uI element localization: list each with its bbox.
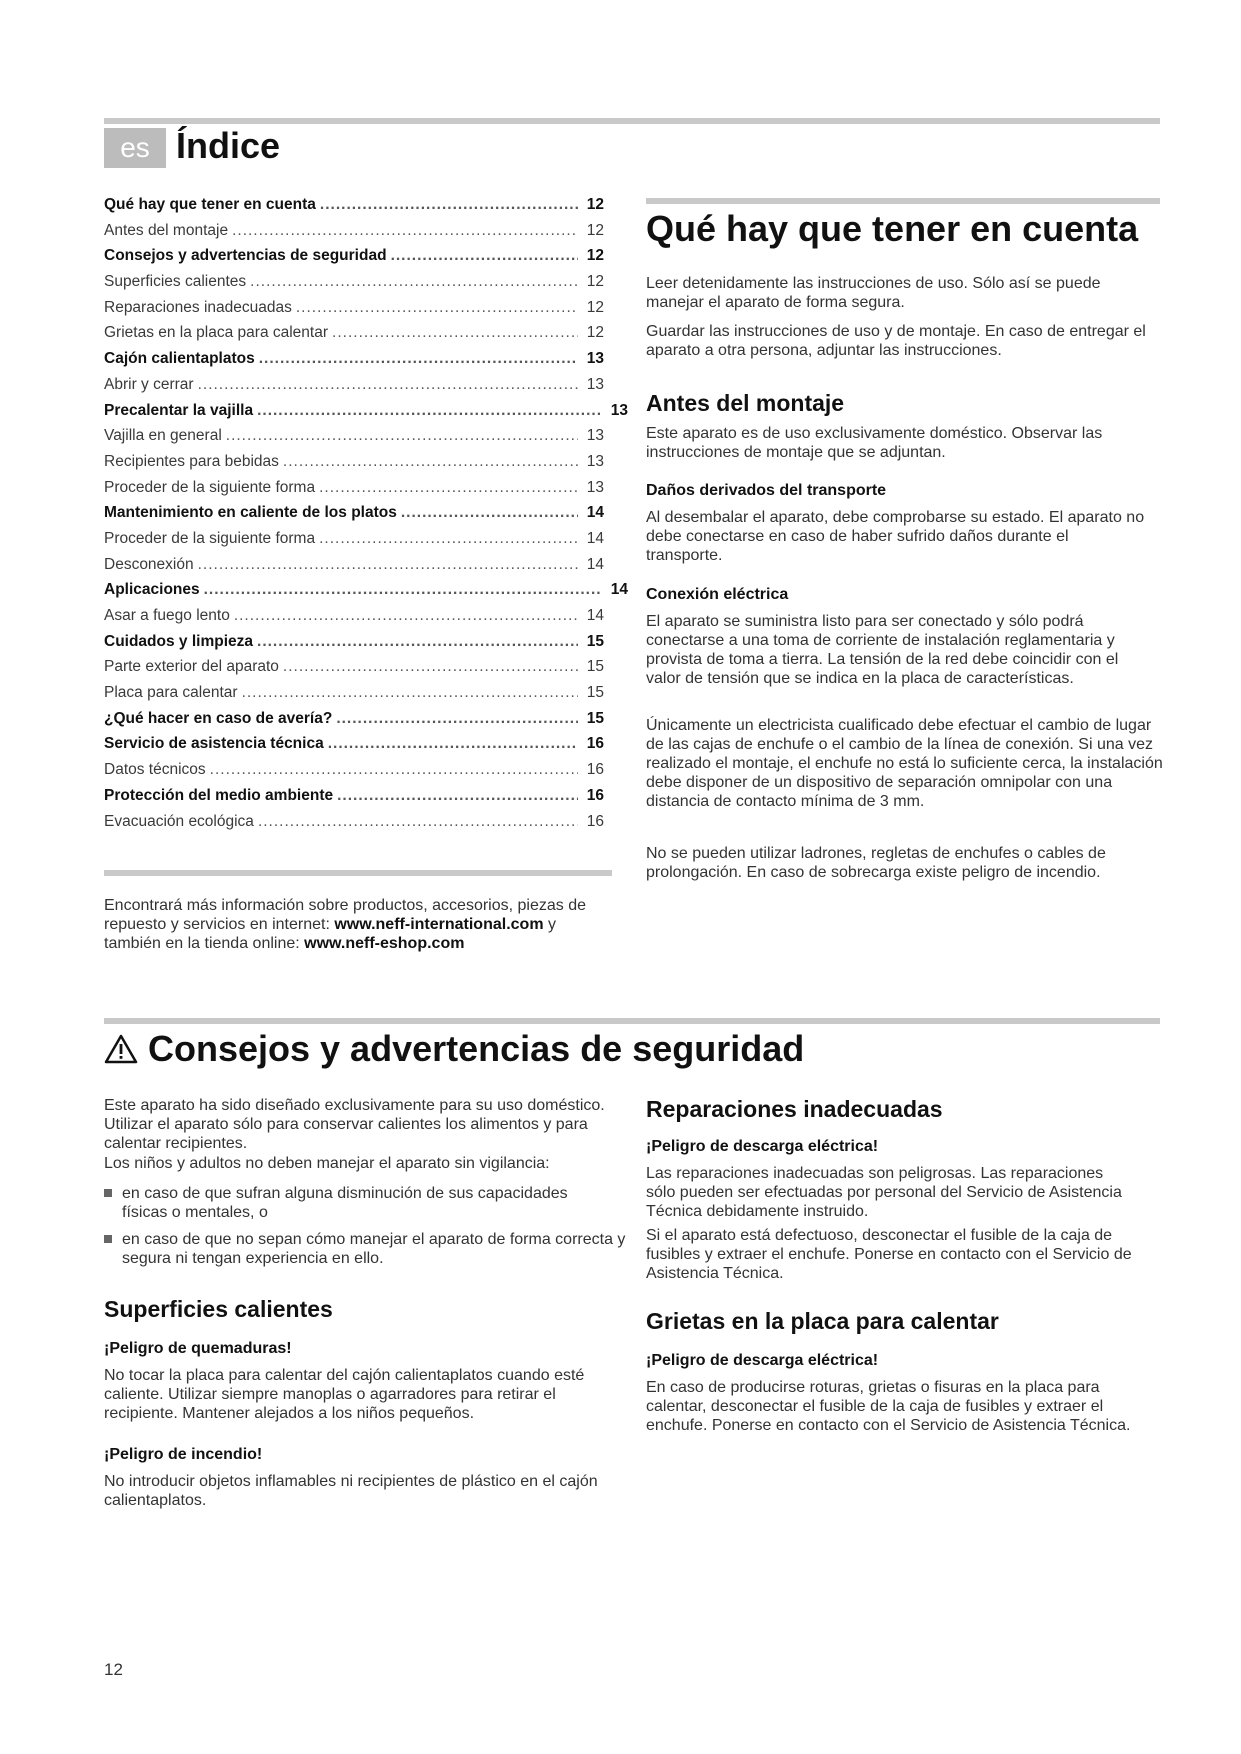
toc-entry-page: 16 bbox=[586, 761, 604, 779]
superficies-p1: No tocar la placa para calentar del cajón calientaplatos cuando esté caliente. Utilizar siempre manoplas o agarradores para retirar el recipiente. Mantener alejados a los niños pequeños. bbox=[104, 1367, 585, 1422]
conexion-electrica-p2: Únicamente un electricista cualificado debe efectuar el cambio de lugar de las cajas de enchufe o el cambio de la línea de conexión. Si una vez realizado el montaje, el enchufe no está lo suficiente cerca, la instalación debe disponer de un dispositivo de separación omnipolar con una distancia de contacto mínima de 3 mm. bbox=[646, 717, 1163, 810]
toc-leader-dots bbox=[257, 633, 578, 651]
toc-entry[interactable] bbox=[104, 710, 628, 736]
tener-cuenta-title: Qué hay que tener en cuenta bbox=[646, 208, 1139, 249]
toc-leader-dots bbox=[198, 556, 578, 574]
toc-leader-dots bbox=[250, 273, 578, 291]
web-info-text-1: Encontrará más información sobre productos, accesorios, piezas de repuesto y servicios en internet: bbox=[104, 897, 587, 933]
toc-entry[interactable] bbox=[104, 684, 628, 710]
toc-leader-dots bbox=[337, 787, 578, 805]
toc-entry-label: Parte exterior del aparato bbox=[104, 658, 279, 676]
toc-entry-label: Evacuación ecológica bbox=[104, 812, 254, 830]
toc-entry-label: Proceder de la siguiente forma bbox=[104, 529, 316, 547]
toc-entry-page: 16 bbox=[586, 735, 604, 753]
toc-leader-dots bbox=[283, 453, 578, 471]
toc-entry-page: 13 bbox=[586, 375, 604, 393]
toc-entry[interactable] bbox=[104, 581, 628, 607]
toc-entry[interactable] bbox=[104, 607, 628, 633]
web-info-text-2: y también en la tienda online: bbox=[104, 916, 556, 952]
toc-entry[interactable] bbox=[104, 324, 628, 350]
toc-entry[interactable] bbox=[104, 658, 628, 684]
toc-entry-page: 13 bbox=[610, 401, 628, 419]
toc-leader-dots bbox=[242, 684, 578, 702]
reparaciones-title: Reparaciones inadecuadas bbox=[646, 1096, 943, 1122]
antes-montaje-title: Antes del montaje bbox=[646, 390, 845, 416]
toc-leader-dots bbox=[296, 299, 578, 317]
toc-entry-page: 12 bbox=[586, 196, 604, 213]
toc-entry-page: 16 bbox=[586, 786, 604, 804]
seguridad-bullet-1: en caso de que sufran alguna disminución de sus capacidades físicas o mentales, o bbox=[104, 1184, 582, 1222]
toc-leader-dots bbox=[198, 376, 578, 394]
reparaciones-peligro: ¡Peligro de descarga eléctrica! bbox=[646, 1138, 879, 1155]
toc-entry-label: Vajilla en general bbox=[104, 427, 222, 445]
toc-leader-dots bbox=[232, 222, 578, 240]
toc-entry-label: Precalentar la vajilla bbox=[104, 401, 254, 419]
seguridad-p1: Este aparato ha sido diseñado exclusivamente para su uso doméstico. Utilizar el aparato sólo para conservar calientes los alimentos y para calentar recipientes. bbox=[104, 1097, 605, 1152]
toc-leader-dots bbox=[319, 530, 578, 548]
toc-leader-dots bbox=[283, 658, 578, 676]
web-info-paragraph bbox=[104, 896, 604, 953]
toc-leader-dots bbox=[401, 504, 578, 522]
toc-entry-label: Cajón calientaplatos bbox=[104, 350, 255, 368]
toc-entry-label: Protección del medio ambiente bbox=[104, 786, 334, 804]
toc-entry[interactable] bbox=[104, 504, 628, 530]
toc-leader-dots bbox=[336, 710, 578, 728]
tener-cuenta-rule bbox=[646, 198, 1160, 204]
toc-entry[interactable] bbox=[104, 633, 628, 659]
toc-entry-page: 14 bbox=[586, 555, 604, 573]
web-link-eshop[interactable]: www.neff-eshop.com bbox=[304, 935, 465, 952]
tener-cuenta-p1: Leer detenidamente las instrucciones de uso. Sólo así se puede manejar el aparato de forma segura. bbox=[646, 275, 1101, 311]
toc-entry-label: Qué hay que tener en cuenta bbox=[104, 196, 316, 213]
toc-entry[interactable] bbox=[104, 376, 628, 402]
toc-entry-label: Cuidados y limpieza bbox=[104, 632, 254, 650]
index-top-rule bbox=[104, 118, 1160, 124]
toc-entry-page: 14 bbox=[586, 504, 604, 522]
superficies-peligro-2: ¡Peligro de incendio! bbox=[104, 1446, 263, 1463]
toc-entry-label: Consejos y advertencias de seguridad bbox=[104, 247, 387, 265]
page-number: 12 bbox=[104, 1660, 123, 1679]
superficies-p2: No introducir objetos inflamables ni recipientes de plástico en el cajón calientaplatos. bbox=[104, 1473, 598, 1509]
toc-entry-label: Reparaciones inadecuadas bbox=[104, 298, 292, 316]
seguridad-title-text: Consejos y advertencias de seguridad bbox=[148, 1028, 805, 1069]
toc-entry-label: Mantenimiento en caliente de los platos bbox=[104, 504, 397, 522]
toc-entry-label: Superficies calientes bbox=[104, 273, 247, 291]
toc-leader-dots bbox=[234, 607, 578, 625]
toc-entry-label: ¿Qué hacer en caso de avería? bbox=[104, 709, 333, 727]
toc-leader-dots bbox=[226, 427, 578, 445]
seguridad-p2: Los niños y adultos no deben manejar el aparato sin vigilancia: bbox=[104, 1155, 550, 1172]
toc-entry-page: 12 bbox=[586, 298, 604, 316]
toc-entry-label: Aplicaciones bbox=[104, 581, 200, 599]
toc-leader-dots bbox=[259, 350, 578, 368]
toc-entry-page: 15 bbox=[586, 709, 604, 727]
toc-entry[interactable] bbox=[104, 479, 628, 505]
toc-entry[interactable] bbox=[104, 350, 628, 376]
conexion-electrica-p1: El aparato se suministra listo para ser conectado y sólo podrá conectarse a una toma de corriente de instalación reglamentaria y provista de toma a tierra. La tensión de la red debe coincidir con el valor de tensión que se indica en la placa de características. bbox=[646, 613, 1119, 687]
toc-leader-dots bbox=[319, 479, 578, 497]
toc-entry-page: 14 bbox=[610, 581, 628, 599]
toc-entry-page: 13 bbox=[586, 350, 604, 368]
superficies-peligro-1: ¡Peligro de quemaduras! bbox=[104, 1340, 292, 1357]
toc-entry-label: Grietas en la placa para calentar bbox=[104, 324, 329, 342]
toc-leader-dots bbox=[320, 196, 578, 214]
language-badge: es bbox=[104, 128, 166, 168]
reparaciones-p1: Las reparaciones inadecuadas son peligrosas. Las reparaciones sólo pueden ser efectuadas por personal del Servicio de Asistencia Técnica debidamente instruido. bbox=[646, 1165, 1122, 1220]
grietas-p: En caso de producirse roturas, grietas o fisuras en la placa para calentar, desconectar el fusible de la caja de fusibles y extraer el enchufe. Ponerse en contacto con el Servicio de Asistencia Técnica. bbox=[646, 1379, 1131, 1434]
toc-entry[interactable] bbox=[104, 402, 628, 428]
toc-entry-label: Asar a fuego lento bbox=[104, 607, 230, 624]
toc-entry-label: Datos técnicos bbox=[104, 761, 206, 779]
seguridad-title bbox=[104, 1028, 804, 1070]
web-info-rule bbox=[104, 870, 612, 876]
web-link-international[interactable]: www.neff-international.com bbox=[334, 916, 544, 933]
toc-leader-dots bbox=[258, 813, 578, 831]
toc-entry-label: Servicio de asistencia técnica bbox=[104, 735, 324, 753]
toc-entry-page: 12 bbox=[586, 247, 604, 265]
antes-montaje-p: Este aparato es de uso exclusivamente doméstico. Observar las instrucciones de montaje que se adjuntan. bbox=[646, 425, 1103, 461]
toc-entry[interactable] bbox=[104, 530, 628, 556]
tener-cuenta-p2: Guardar las instrucciones de uso y de montaje. En caso de entregar el aparato a otra persona, adjuntar las instrucciones. bbox=[646, 323, 1146, 359]
toc-entry-label: Placa para calentar bbox=[104, 684, 238, 702]
toc-entry[interactable] bbox=[104, 735, 628, 761]
toc-entry-label: Desconexión bbox=[104, 555, 194, 573]
toc-entry[interactable] bbox=[104, 196, 628, 222]
reparaciones-p2: Si el aparato está defectuoso, desconectar el fusible de la caja de fusibles y extraer el enchufe. Ponerse en contacto con el Servicio de Asistencia Técnica. bbox=[646, 1227, 1132, 1282]
toc-entry[interactable] bbox=[104, 427, 628, 453]
warning-triangle-icon bbox=[104, 1033, 138, 1065]
toc-entry[interactable] bbox=[104, 247, 628, 273]
toc-entry[interactable] bbox=[104, 761, 628, 787]
seguridad-rule bbox=[104, 1018, 1160, 1024]
toc-entry[interactable] bbox=[104, 299, 628, 325]
toc-entry-page: 15 bbox=[586, 658, 604, 676]
grietas-title: Grietas en la placa para calentar bbox=[646, 1308, 999, 1334]
toc-entry-label: Proceder de la siguiente forma bbox=[104, 478, 316, 496]
toc-entry[interactable] bbox=[104, 222, 628, 248]
toc-leader-dots bbox=[210, 761, 578, 779]
toc-entry[interactable] bbox=[104, 556, 628, 582]
toc-entry[interactable] bbox=[104, 273, 628, 299]
toc-entry-page: 15 bbox=[586, 684, 604, 702]
toc-entry-page: 14 bbox=[586, 607, 604, 624]
toc-leader-dots bbox=[257, 402, 602, 420]
toc-leader-dots bbox=[328, 735, 578, 753]
index-title: Índice bbox=[176, 125, 281, 166]
superficies-title: Superficies calientes bbox=[104, 1296, 333, 1322]
grietas-peligro: ¡Peligro de descarga eléctrica! bbox=[646, 1352, 879, 1369]
toc-entry[interactable] bbox=[104, 813, 628, 839]
toc-entry-label: Abrir y cerrar bbox=[104, 375, 194, 393]
toc-entry-page: 12 bbox=[586, 221, 604, 239]
toc-leader-dots bbox=[332, 324, 578, 342]
toc-leader-dots bbox=[391, 247, 578, 265]
toc-leader-dots bbox=[204, 581, 602, 599]
toc-entry-page: 13 bbox=[586, 427, 604, 445]
toc-entry-page: 12 bbox=[586, 273, 604, 291]
toc-entry[interactable] bbox=[104, 787, 628, 813]
conexion-electrica-title: Conexión eléctrica bbox=[646, 586, 789, 603]
danos-transporte-p: Al desembalar el aparato, debe comprobarse su estado. El aparato no debe conectarse en caso de haber sufrido daños durante el transporte. bbox=[646, 509, 1145, 564]
toc-entry[interactable] bbox=[104, 453, 628, 479]
toc-entry-page: 12 bbox=[586, 324, 604, 342]
toc-entry-page: 16 bbox=[586, 812, 604, 830]
table-of-contents bbox=[104, 196, 628, 838]
seguridad-bullet-2: en caso de que no sepan cómo manejar el aparato de forma correcta y segura ni tengan experiencia en ello. bbox=[104, 1230, 632, 1268]
toc-entry-label: Antes del montaje bbox=[104, 221, 229, 239]
toc-entry-page: 14 bbox=[586, 529, 604, 547]
danos-transporte-title: Daños derivados del transporte bbox=[646, 482, 887, 499]
conexion-electrica-p3: No se pueden utilizar ladrones, regletas de enchufes o cables de prolongación. En caso de sobrecarga existe peligro de incendio. bbox=[646, 845, 1106, 881]
toc-entry-page: 13 bbox=[586, 478, 604, 496]
toc-entry-label: Recipientes para bebidas bbox=[104, 452, 279, 470]
toc-entry-page: 13 bbox=[586, 452, 604, 470]
toc-entry-page: 15 bbox=[586, 632, 604, 650]
